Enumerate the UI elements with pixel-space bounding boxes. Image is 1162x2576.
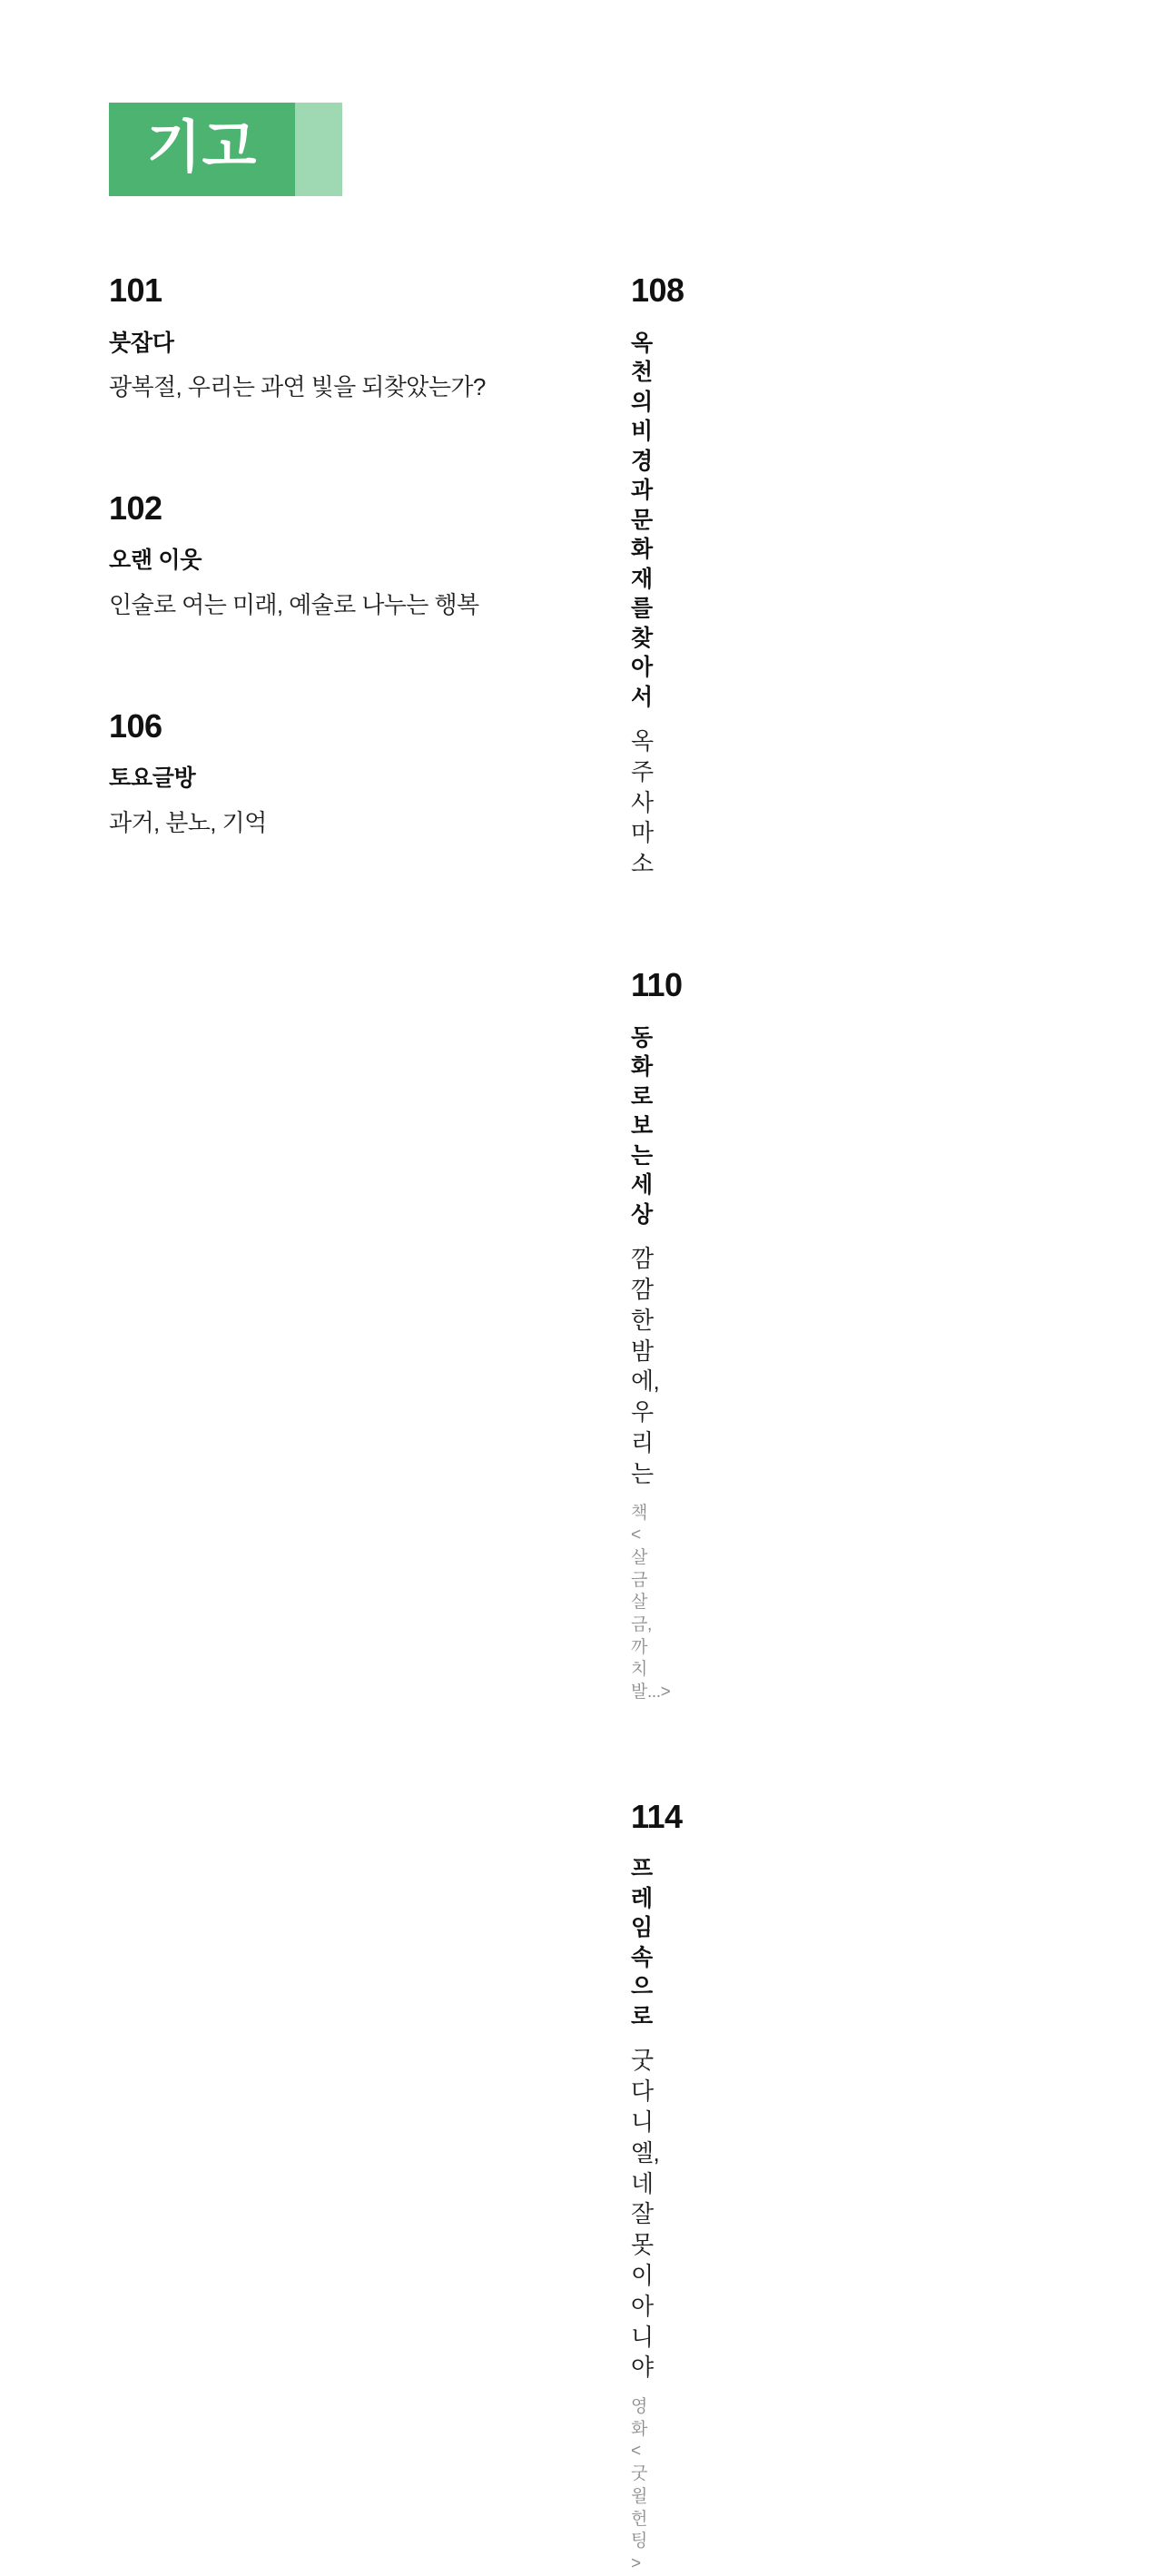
contents-column-right: 108 옥천의 비경과 문화재를 찾아서 옥주사마소 110 동화로 보는 세상 깜깜한 밤에, 우리는 책 <살금살금, 까치발...> 114 프레임 속으로 굿 다니엘, 네 잘못이 아니야 영화 <굿 윌 헌팅>	[631, 271, 684, 2573]
entry-page-number: 106	[109, 706, 162, 745]
entry-title: 토요글방	[109, 765, 196, 792]
entry-title: 오랜 이웃	[109, 548, 202, 574]
section-badge-label: 기고	[146, 115, 258, 179]
section-badge	[109, 103, 342, 196]
section-badge-main	[109, 103, 295, 196]
section-badge-tail	[295, 103, 342, 196]
entry-title: 붓잡다	[109, 330, 174, 356]
entry-subtitle: 광복절, 우리는 과연 빛을 되찾았는가?	[109, 373, 486, 401]
contents-columns	[0, 272, 1162, 2576]
entry-subtitle: 인술로 여는 미래, 예술로 나누는 행복	[109, 590, 479, 618]
entry-page-number: 101	[109, 271, 162, 309]
entry-page-number: 102	[109, 489, 162, 527]
entry-subtitle: 과거, 분노, 기억	[109, 808, 267, 836]
